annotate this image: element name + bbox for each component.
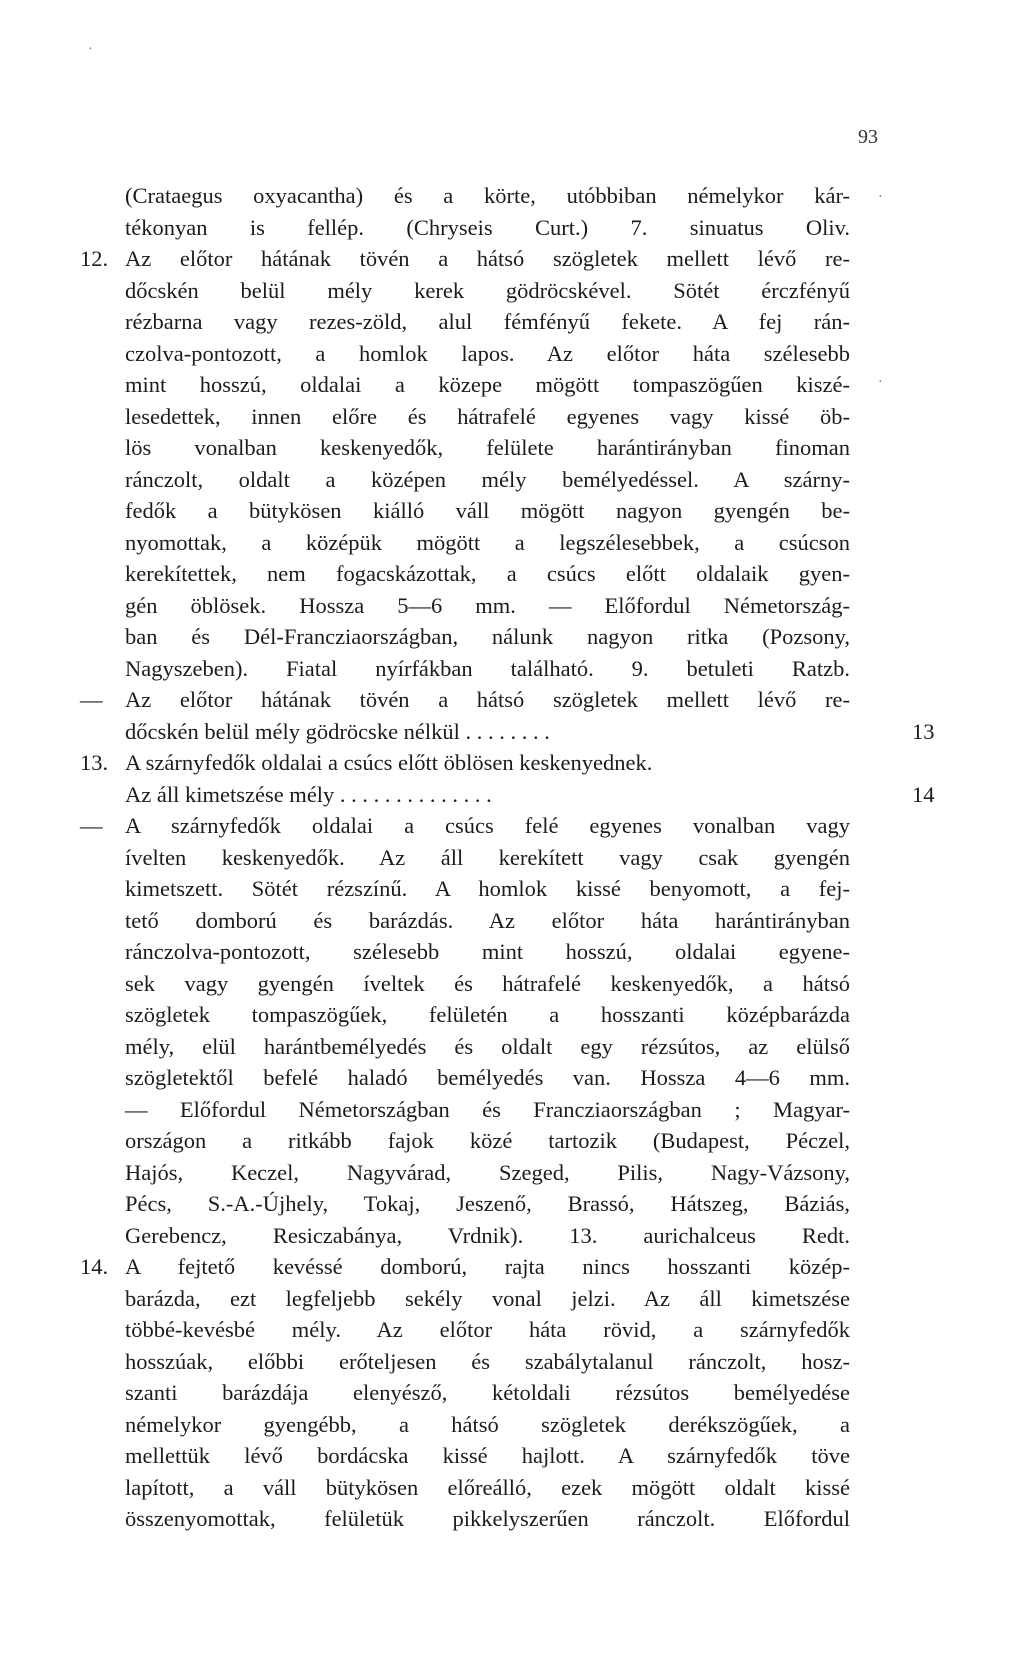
text-line xyxy=(80,873,850,905)
line-text: szögletek tompaszögűek, felületén a hosszanti középbarázda xyxy=(125,1002,850,1027)
text-line xyxy=(80,1031,850,1063)
line-text: mély, elül harántbemélyedés és oldalt egy rézsútos, az elülső xyxy=(125,1033,850,1059)
text-line xyxy=(80,338,850,370)
text-line xyxy=(80,1251,850,1283)
line-text: ránczolt, oldalt a középen mély bemélyedéssel. A szárny- xyxy=(125,466,850,492)
text-line xyxy=(80,1314,850,1346)
text-line xyxy=(80,684,850,716)
line-text: kerekítettek, nem fogacskázottak, a csúcs előtt oldalaik gyen- xyxy=(125,561,850,586)
text-line xyxy=(80,1377,850,1409)
line-text: A fejtető kevéssé domború, rajta nincs hosszanti közép- xyxy=(125,1254,850,1279)
key-reference-number: 14 xyxy=(912,781,935,807)
text-line xyxy=(80,1283,850,1315)
text-line xyxy=(80,653,850,685)
text-line xyxy=(80,1094,850,1126)
line-text: Az előtor hátának tövén a hátsó szögletek mellett lévő re- xyxy=(125,246,850,271)
line-text: nyomottak, a középük mögött a legszélesebbek, a csúcson xyxy=(125,529,850,555)
line-text: hosszúak, előbbi erőteljesen és szabálytalanul ránczolt, hosz- xyxy=(125,1348,850,1374)
text-line xyxy=(80,1409,850,1441)
text-line xyxy=(80,1157,850,1189)
line-text: dőcskén belül mély kerek gödröcskével. Sötét érczfényű xyxy=(125,277,850,303)
text-line xyxy=(80,1346,850,1378)
line-text: czolva-pontozott, a homlok lapos. Az előtor háta szélesebb xyxy=(125,340,850,366)
scan-speck: · xyxy=(878,190,883,205)
page-number: 93 xyxy=(858,126,878,148)
line-text: A szárnyfedők oldalai a csúcs felé egyenes vonalban vagy xyxy=(125,813,850,838)
line-text: mellettük lévő bordácska kissé hajlott. A szárnyfedők töve xyxy=(125,1443,850,1468)
text-line xyxy=(80,747,850,779)
text-line xyxy=(80,779,935,811)
text-line xyxy=(80,1440,850,1472)
text-line xyxy=(80,180,850,212)
text-line xyxy=(80,464,850,496)
text-line xyxy=(80,243,850,275)
line-text: Gerebencz, Resiczabánya, Vrdnik). 13. aurichalceus Redt. xyxy=(125,1222,850,1248)
text-line xyxy=(80,369,850,401)
text-line xyxy=(80,1188,850,1220)
line-text: szanti barázdája elenyésző, kétoldali rézsútos bemélyedése xyxy=(125,1380,850,1405)
line-text: Az áll kimetszése mély . . . . . . . . . . . . . . xyxy=(125,781,492,807)
text-line xyxy=(80,1472,850,1504)
line-text: Nagyszeben). Fiatal nyírfákban található. 9. betuleti Ratzb. xyxy=(125,655,850,681)
line-text: (Crataegus oxyacantha) és a körte, utóbbiban némelykor kár- xyxy=(125,183,850,208)
line-text: némelykor gyengébb, a hátsó szögletek derékszögűek, a xyxy=(125,1411,850,1437)
line-text: Pécs, S.-A.-Újhely, Tokaj, Jeszenő, Brassó, Hátszeg, Báziás, xyxy=(125,1191,850,1216)
line-text: tékonyan is fellép. (Chryseis Curt.) 7. sinuatus Oliv. xyxy=(125,214,850,240)
text-line xyxy=(80,999,850,1031)
line-text: lapított, a váll bütykösen előreálló, ezek mögött oldalt kissé xyxy=(125,1474,850,1500)
line-text: összenyomottak, felületük pikkelyszerűen ránczolt. Előfordul xyxy=(125,1506,850,1531)
line-text: rézbarna vagy rezes-zöld, alul fémfényű fekete. A fej rán- xyxy=(125,309,850,334)
text-line xyxy=(80,905,850,937)
line-text: mint hosszú, oldalai a közepe mögött tompaszögűen kiszé- xyxy=(125,372,850,397)
text-line xyxy=(80,621,850,653)
text-line xyxy=(80,1503,850,1535)
key-reference-number: 13 xyxy=(912,718,935,744)
scan-speck: · xyxy=(878,375,883,390)
line-text: barázda, ezt legfeljebb sekély vonal jelzi. Az áll kimetszése xyxy=(125,1285,850,1311)
text-line xyxy=(80,495,850,527)
text-line xyxy=(80,401,850,433)
key-number: 13. xyxy=(80,750,109,775)
line-text: gén öblösek. Hossza 5—6 mm. — Előfordul Németország- xyxy=(125,592,850,618)
line-text: kimetszett. Sötét rézszínű. A homlok kissé benyomott, a fej- xyxy=(125,876,850,901)
text-line xyxy=(80,1062,850,1094)
line-text: Hajós, Keczel, Nagyvárad, Szeged, Pilis, Nagy-Vázsony, xyxy=(125,1159,850,1185)
key-number: — xyxy=(80,813,103,838)
line-text: fedők a bütykösen kiálló váll mögött nagyon gyengén be- xyxy=(125,498,850,523)
text-line xyxy=(80,936,850,968)
line-text: ránczolva-pontozott, szélesebb mint hosszú, oldalai egyene- xyxy=(125,939,850,964)
scan-speck: · xyxy=(88,42,93,57)
text-line xyxy=(80,1125,850,1157)
line-text: lös vonalban keskenyedők, felülete harántirányban finoman xyxy=(125,435,850,460)
key-number: 12. xyxy=(80,246,109,271)
text-line xyxy=(80,558,850,590)
text-line xyxy=(80,1220,850,1252)
text-line xyxy=(80,590,850,622)
line-text: tető domború és barázdás. Az előtor háta harántirányban xyxy=(125,907,850,933)
line-text: országon a ritkább fajok közé tartozik (Budapest, Péczel, xyxy=(125,1128,850,1153)
line-text: lesedettek, innen előre és hátrafelé egyenes vagy kissé öb- xyxy=(125,403,850,429)
text-line xyxy=(80,306,850,338)
line-text: A szárnyfedők oldalai a csúcs előtt öblösen keskenyednek. xyxy=(125,750,653,775)
line-text: sek vagy gyengén íveltek és hátrafelé keskenyedők, a hátsó xyxy=(125,970,850,996)
line-text: ban és Dél-Francziaországban, nálunk nagyon ritka (Pozsony, xyxy=(125,624,850,649)
text-line xyxy=(80,810,850,842)
line-text: szögletektől befelé haladó bemélyedés van. Hossza 4—6 mm. xyxy=(125,1065,850,1090)
text-line xyxy=(80,842,850,874)
body-text xyxy=(80,180,935,1535)
key-number: — xyxy=(80,687,103,712)
text-line xyxy=(80,432,850,464)
line-text: ívelten keskenyedők. Az áll kerekített vagy csak gyengén xyxy=(125,844,850,870)
text-line xyxy=(80,275,850,307)
line-text: többé-kevésbé mély. Az előtor háta rövid, a szárnyfedők xyxy=(125,1317,850,1342)
key-number: 14. xyxy=(80,1254,109,1279)
text-line xyxy=(80,212,850,244)
text-line xyxy=(80,968,850,1000)
text-line xyxy=(80,716,935,748)
line-text: Az előtor hátának tövén a hátsó szögletek mellett lévő re- xyxy=(125,687,850,712)
line-text: dőcskén belül mély gödröcske nélkül . . . . . . . . xyxy=(125,718,550,744)
text-line xyxy=(80,527,850,559)
line-text: — Előfordul Németországban és Francziaországban ; Magyar- xyxy=(125,1096,850,1122)
